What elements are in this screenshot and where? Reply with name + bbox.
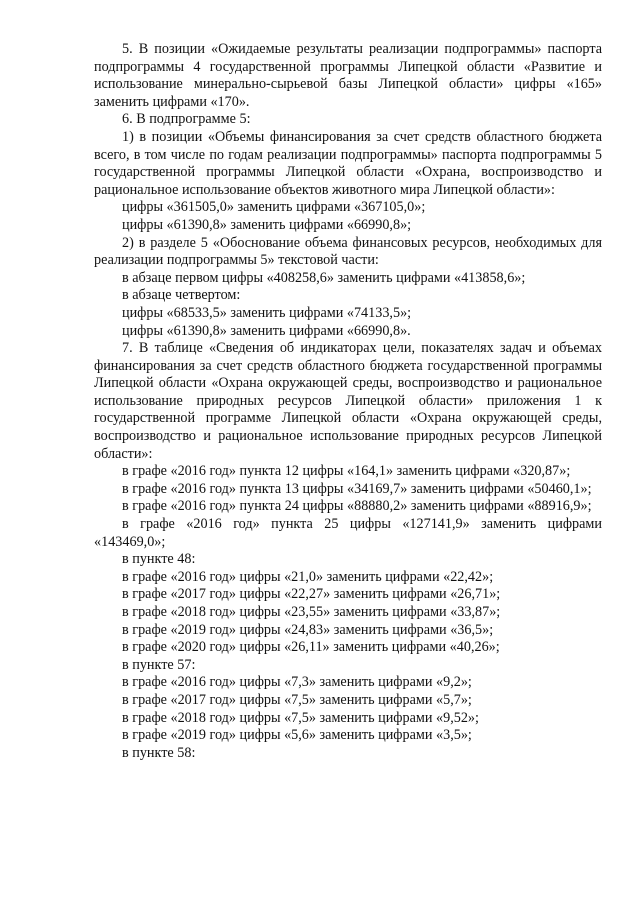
paragraph-line: в графе «2016 год» пункта 13 цифры «34169,7» заменить цифрами «50460,1»; (122, 480, 592, 497)
paragraph-line: в пункте 48: (122, 551, 196, 568)
paragraph-line: в графе «2017 год» цифры «7,5» заменить цифрами «5,7»; (122, 691, 472, 708)
paragraph-line: цифры «361505,0» заменить цифрами «367105,0»; (122, 199, 426, 216)
paragraph-line: цифры «68533,5» заменить цифрами «74133,5»; (122, 304, 412, 321)
paragraph-line: в графе «2018 год» цифры «23,55» заменить цифрами «33,87»; (122, 604, 501, 620)
paragraph-line: цифры «61390,8» заменить цифрами «66990,8»; (122, 216, 412, 233)
paragraph-line: в графе «2016 год» цифры «7,3» заменить цифрами «9,2»; (122, 674, 472, 691)
paragraph-line: в графе «2018 год» цифры «7,5» заменить цифрами «9,52»; (122, 709, 479, 726)
paragraph-item-5: 5. В позиции «Ожидаемые результаты реализации подпрограммы» паспорта подпрограммы 4 государственной программы Липецкой области «Развитие и использование минерально-сырьевой базы Липецкой области» цифры «165» заменить цифрами «170». (94, 41, 602, 110)
document-body (94, 41, 602, 762)
paragraph-subitem-1: 1) в позиции «Объемы финансирования за счет средств областного бюджета всего, в том числе по годам реализации подпрограммы» паспорта подпрограммы 5 государственной программы Липецкой области «Охрана, воспроизводство и рациональное использование объектов животного мира Липецкой области»: (94, 128, 602, 198)
paragraph-line: в графе «2019 год» цифры «5,6» заменить цифрами «3,5»; (122, 727, 472, 744)
paragraph-line: в графе «2020 год» цифры «26,11» заменить цифрами «40,26»; (122, 639, 500, 656)
paragraph-line: в графе «2016 год» пункта 24 цифры «88880,2» заменить цифрами «88916,9»; (122, 498, 592, 515)
paragraph-line: в графе «2017 год» цифры «22,27» заменить цифрами «26,71»; (122, 586, 501, 603)
paragraph-line: в абзаце первом цифры «408258,6» заменить цифрами «413858,6»; (122, 269, 526, 286)
paragraph-line: цифры «61390,8» заменить цифрами «66990,8». (122, 322, 411, 339)
paragraph-line: в графе «2016 год» цифры «21,0» заменить цифрами «22,42»; (122, 568, 494, 585)
paragraph-item-7: 7. В таблице «Сведения об индикаторах цели, показателях задач и объемах финансирования за счет средств областного бюджета государственной программы Липецкой области «Охрана окружающей среды, воспроизводство и рациональное использование природных ресурсов Липецкой области» приложения 1 к государственной программе Липецкой области «Охрана окружающей среды, воспроизводство и рациональное использование природных ресурсов Липецкой области»: (94, 340, 602, 462)
paragraph-line: в графе «2016 год» пункта 25 цифры «127141,9» заменить цифрами «143469,0»; (94, 516, 602, 550)
paragraph-line: в пункте 57: (122, 656, 196, 673)
paragraph-line: в абзаце четвертом: (122, 287, 241, 304)
paragraph-item-6: 6. В подпрограмме 5: (122, 111, 251, 128)
paragraph-subitem-2: 2) в разделе 5 «Обоснование объема финансовых ресурсов, необходимых для реализации подпрограммы 5» текстовой части: (94, 234, 602, 269)
paragraph-line: в графе «2019 год» цифры «24,83» заменить цифрами «36,5»; (122, 621, 494, 638)
paragraph-line: в пункте 58: (122, 744, 196, 761)
paragraph-line: в графе «2016 год» пункта 12 цифры «164,1» заменить цифрами «320,87»; (122, 463, 571, 480)
